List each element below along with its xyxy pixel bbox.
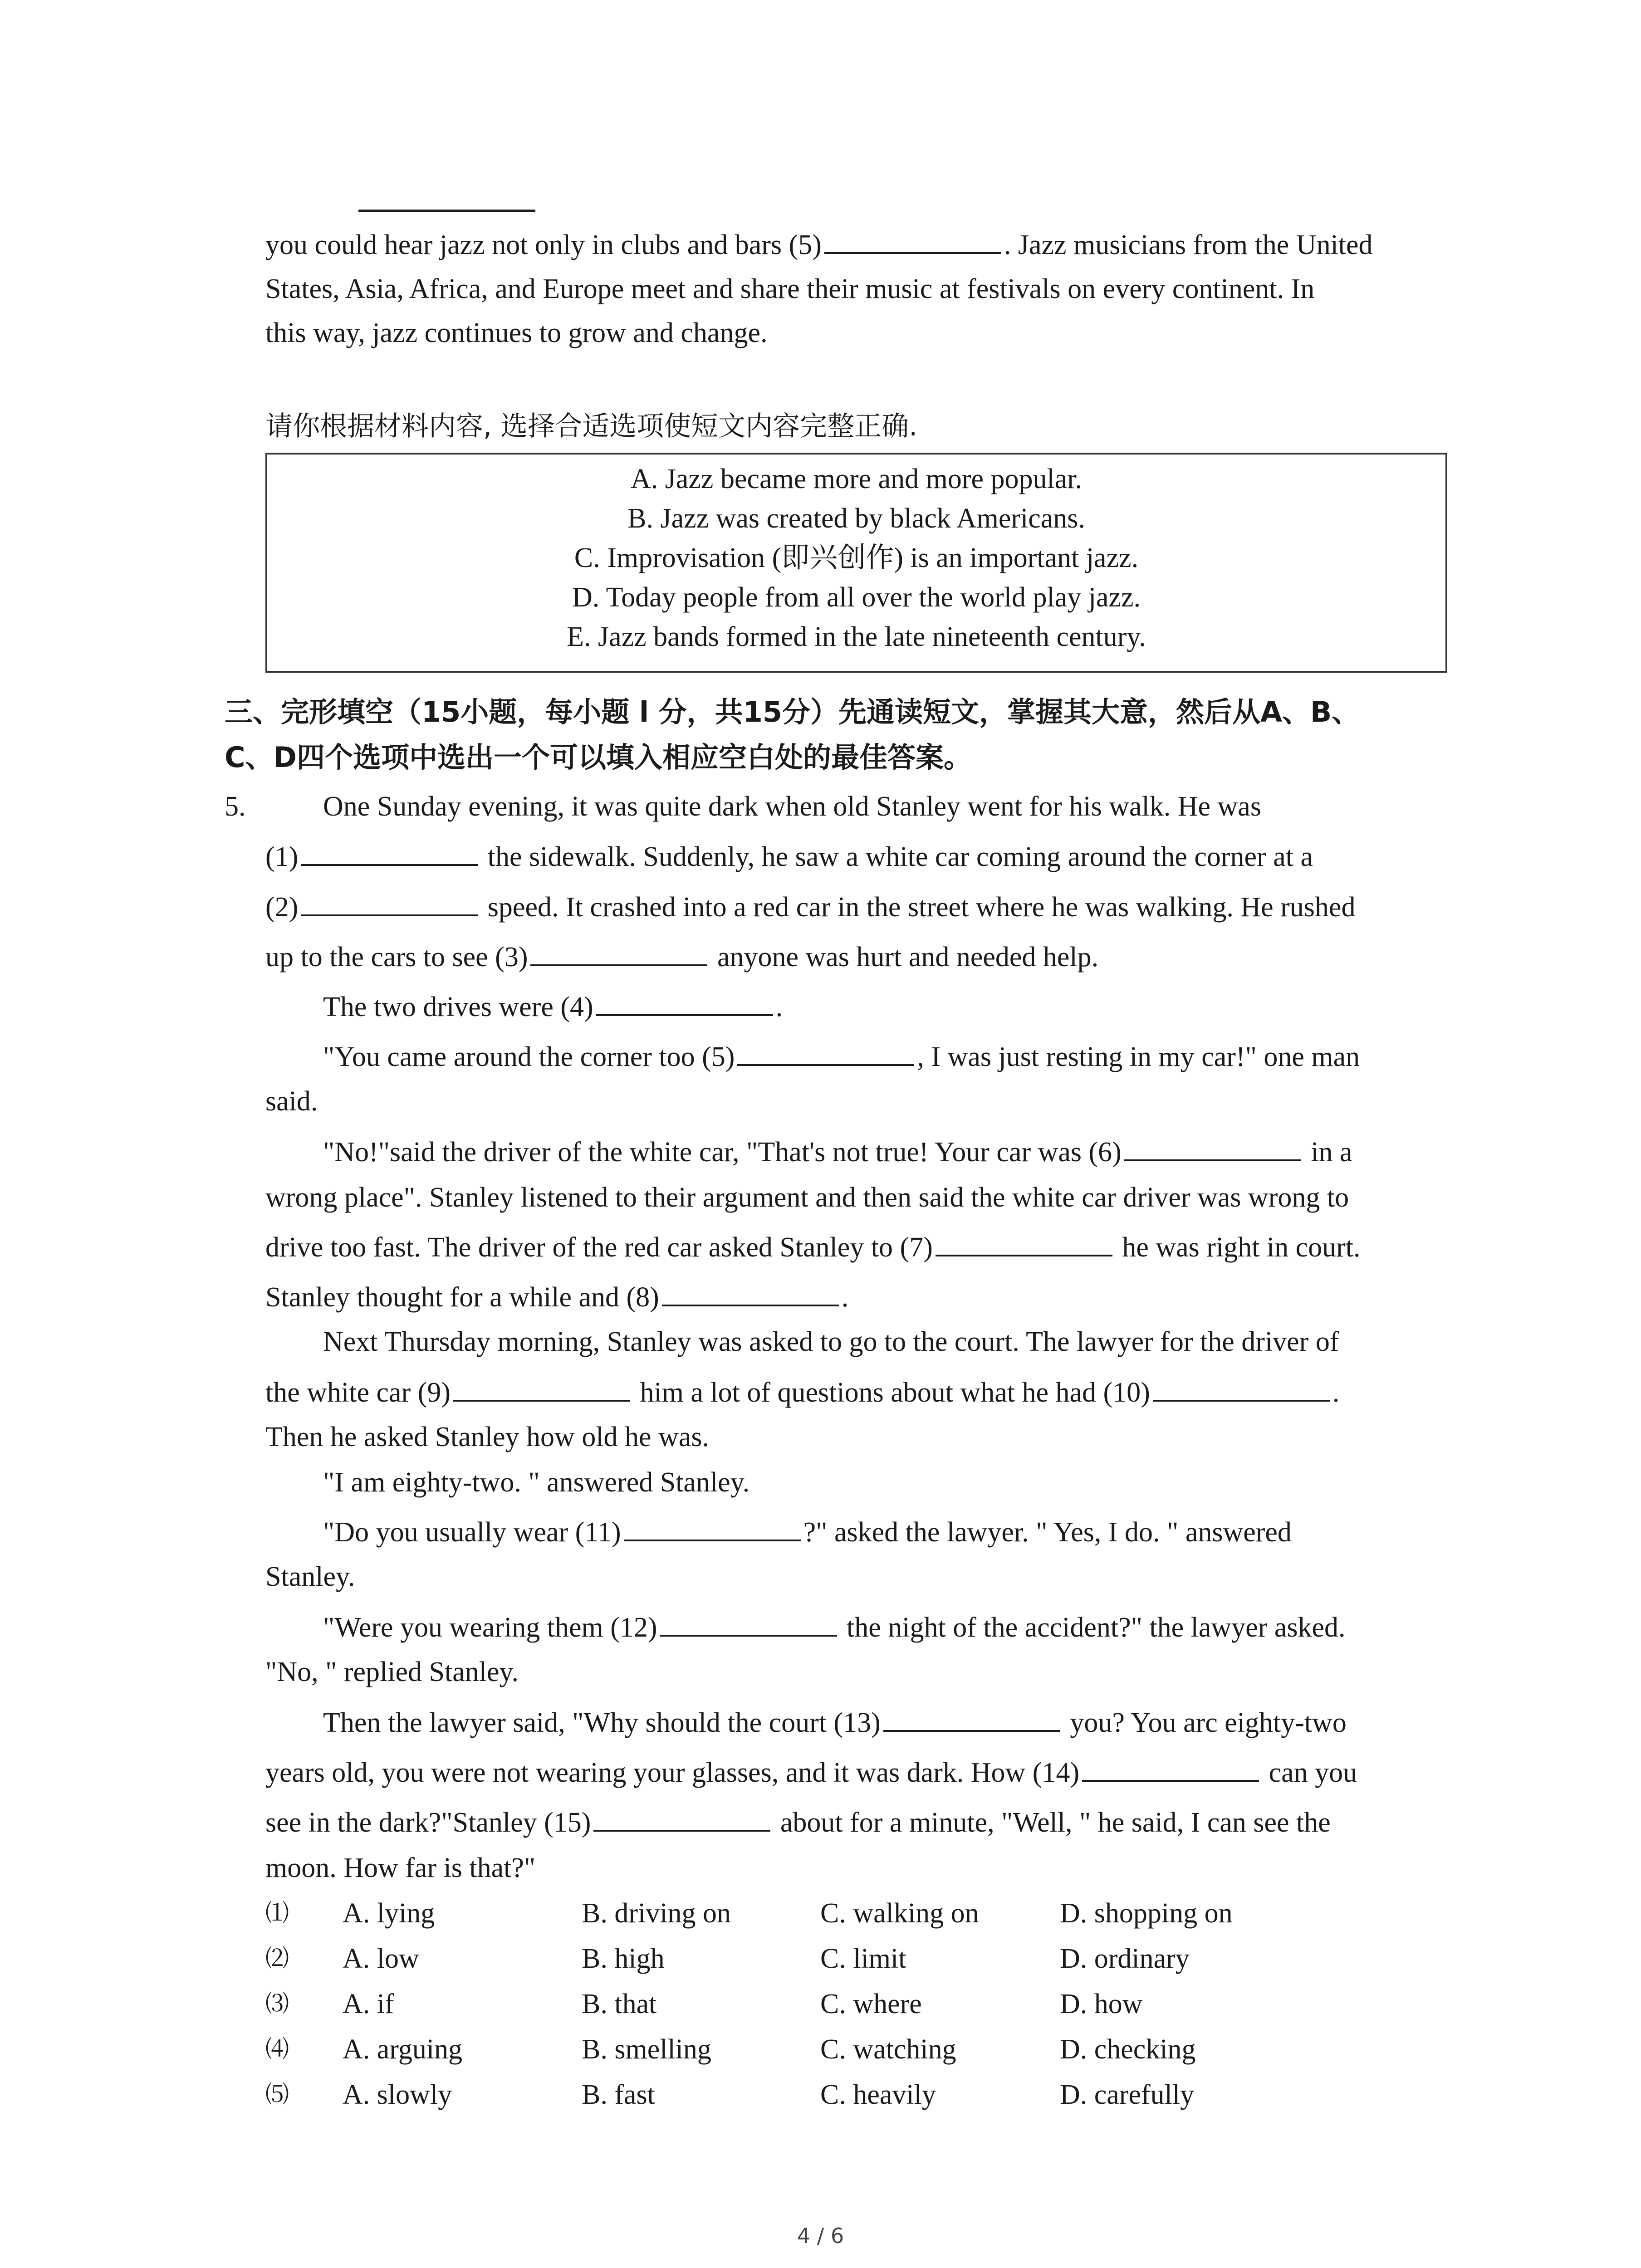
- choice-number: ⑵: [265, 1945, 289, 1972]
- choice-option: C. limit: [820, 1943, 906, 1974]
- text-span: "Do you usually wear (11): [323, 1517, 621, 1548]
- text-span: the night of the accident?" the lawyer asked.: [839, 1612, 1346, 1643]
- text-span: about for a minute, "Well, " he said, I can see the: [773, 1807, 1331, 1838]
- story-line: Next Thursday morning, Stanley was asked to go to the court. The lawyer for the driver of: [323, 1326, 1339, 1357]
- section-heading: C、D四个选项中选出一个可以填入相应空白处的最佳答案。: [225, 741, 972, 774]
- text-span: Stanley thought for a while and (8): [265, 1282, 659, 1313]
- text-span: , I was just resting in my car!" one man: [917, 1041, 1360, 1072]
- choice-option: C. watching: [820, 2034, 956, 2065]
- choice-option: C. heavily: [820, 2079, 936, 2110]
- choice-option: C. walking on: [820, 1898, 979, 1929]
- choice-option: B. high: [582, 1943, 665, 1974]
- option-line: B. Jazz was created by black Americans.: [627, 503, 1085, 534]
- text-span: up to the cars to see (3): [265, 942, 528, 973]
- choice-option: B. that: [582, 1989, 657, 2019]
- text-span: "Were you wearing them (12): [323, 1612, 657, 1643]
- text-span: (2): [265, 892, 299, 923]
- story-line: [265, 889, 1355, 925]
- option-line: E. Jazz bands formed in the late nineteenth century.: [567, 621, 1146, 652]
- text-span: him a lot of questions about what he had (10): [632, 1377, 1150, 1408]
- answer-blank: [1124, 1134, 1301, 1161]
- text-span: . Jazz musicians from the United: [1004, 230, 1373, 260]
- choice-option: D. ordinary: [1060, 1943, 1190, 1974]
- text-span: .: [775, 992, 783, 1022]
- choice-option: B. fast: [582, 2079, 655, 2110]
- story-line: "No, " replied Stanley.: [265, 1657, 519, 1687]
- story-line: [265, 1229, 1361, 1266]
- choice-option: A. lying: [343, 1898, 435, 1929]
- page-number: 4 / 6: [797, 2224, 844, 2248]
- answer-blank: [596, 989, 773, 1016]
- answer-blank: [883, 1705, 1060, 1732]
- story-line: "I am eighty-two. " answered Stanley.: [323, 1467, 750, 1498]
- answer-blank: [1153, 1374, 1330, 1402]
- choice-option: C. where: [820, 1989, 922, 2019]
- text-span: drive too fast. The driver of the red car asked Stanley to (7): [265, 1232, 933, 1263]
- choice-option: A. if: [343, 1989, 394, 2019]
- choice-option: B. driving on: [582, 1898, 731, 1929]
- story-line: [323, 1705, 1347, 1741]
- story-line: [265, 839, 1313, 875]
- choice-number: ⑴: [265, 1900, 289, 1927]
- answer-blank: [737, 1039, 914, 1066]
- story-line: [265, 1374, 1339, 1411]
- text-span: (1): [265, 841, 299, 872]
- story-line: [323, 1134, 1352, 1170]
- text-span: you could hear jazz not only in clubs and bars (5): [265, 230, 822, 260]
- text-span: can you: [1262, 1757, 1357, 1788]
- choice-option: D. how: [1060, 1989, 1143, 2019]
- choice-option: B. smelling: [582, 2034, 711, 2065]
- choice-option: D. shopping on: [1060, 1898, 1233, 1929]
- text-span: the white car (9): [265, 1377, 451, 1408]
- text-span: in a: [1303, 1137, 1352, 1168]
- story-line: [265, 1755, 1357, 1791]
- answer-blank: [1082, 1755, 1259, 1782]
- passage-line: this way, jazz continues to grow and change.: [265, 318, 768, 348]
- story-line: Then he asked Stanley how old he was.: [265, 1422, 709, 1452]
- text-span: you? You arc eighty-two: [1063, 1707, 1347, 1738]
- story-line: [265, 1804, 1331, 1841]
- choice-option: A. low: [343, 1943, 419, 1974]
- option-line: C. Improvisation (即兴创作) is an important jazz.: [574, 543, 1139, 573]
- text-span: .: [1332, 1377, 1340, 1408]
- answer-blank: [301, 889, 478, 916]
- text-span: years old, you were not wearing your glasses, and it was dark. How (14): [265, 1757, 1080, 1788]
- story-line: [323, 1039, 1360, 1075]
- answer-blank: [301, 839, 478, 866]
- story-line: [323, 1514, 1292, 1550]
- story-line: wrong place". Stanley listened to their argument and then said the white car driver was wrong to: [265, 1182, 1349, 1213]
- option-line: D. Today people from all over the world play jazz.: [572, 582, 1141, 613]
- story-line: said.: [265, 1086, 318, 1117]
- story-line: [323, 989, 783, 1025]
- answer-blank: [824, 227, 1001, 254]
- text-span: anyone was hurt and needed help.: [710, 942, 1099, 973]
- passage-line: States, Asia, Africa, and Europe meet and share their music at festivals on every continent. In: [265, 274, 1315, 304]
- question-number: 5.: [225, 791, 246, 822]
- text-span: .: [841, 1282, 849, 1313]
- story-line: moon. How far is that?": [265, 1853, 536, 1883]
- section-heading: 三、完形填空（15小题，每小题 l 分，共15分）先通读短文，掌握其大意，然后从A、B、: [225, 695, 1360, 728]
- answer-blank: [453, 1374, 630, 1402]
- answer-blank: [662, 1279, 839, 1306]
- text-span: The two drives were (4): [323, 992, 593, 1022]
- answer-blank: [624, 1514, 801, 1541]
- text-span: he was right in court.: [1115, 1232, 1361, 1263]
- choice-option: D. checking: [1060, 2034, 1196, 2065]
- story-line: [265, 1279, 848, 1315]
- choice-option: A. slowly: [343, 2079, 452, 2110]
- choice-option: A. arguing: [343, 2034, 463, 2065]
- instruction-text: 请你根据材料内容, 选择合适选项使短文内容完整正确.: [265, 411, 918, 442]
- story-line: [265, 939, 1098, 975]
- passage-line: [265, 227, 1373, 263]
- choice-number: ⑶: [265, 1990, 289, 2018]
- answer-blank: [593, 1804, 770, 1832]
- choice-number: ⑸: [265, 2081, 289, 2108]
- answer-blank: [530, 939, 707, 966]
- option-line: A. Jazz became more and more popular.: [630, 464, 1083, 494]
- text-span: Then the lawyer said, "Why should the court (13): [323, 1707, 881, 1738]
- text-span: "You came around the corner too (5): [323, 1041, 735, 1072]
- options-box: [265, 453, 1447, 673]
- story-line: [323, 1609, 1346, 1646]
- choice-number: ⑷: [265, 2036, 289, 2063]
- text-span: speed. It crashed into a red car in the street where he was walking. He rushed: [480, 892, 1356, 923]
- story-line: Stanley.: [265, 1561, 355, 1592]
- text-span: see in the dark?"Stanley (15): [265, 1807, 591, 1838]
- choice-option: D. carefully: [1060, 2079, 1195, 2110]
- text-span: ?" asked the lawyer. " Yes, I do. " answered: [803, 1517, 1292, 1548]
- answer-blank-top: [358, 210, 535, 212]
- answer-blank: [660, 1609, 837, 1637]
- text-span: the sidewalk. Suddenly, he saw a white car coming around the corner at a: [480, 841, 1313, 872]
- answer-blank: [936, 1229, 1112, 1256]
- story-line: One Sunday evening, it was quite dark when old Stanley went for his walk. He was: [323, 791, 1261, 822]
- text-span: "No!"said the driver of the white car, "That's not true! Your car was (6): [323, 1137, 1122, 1168]
